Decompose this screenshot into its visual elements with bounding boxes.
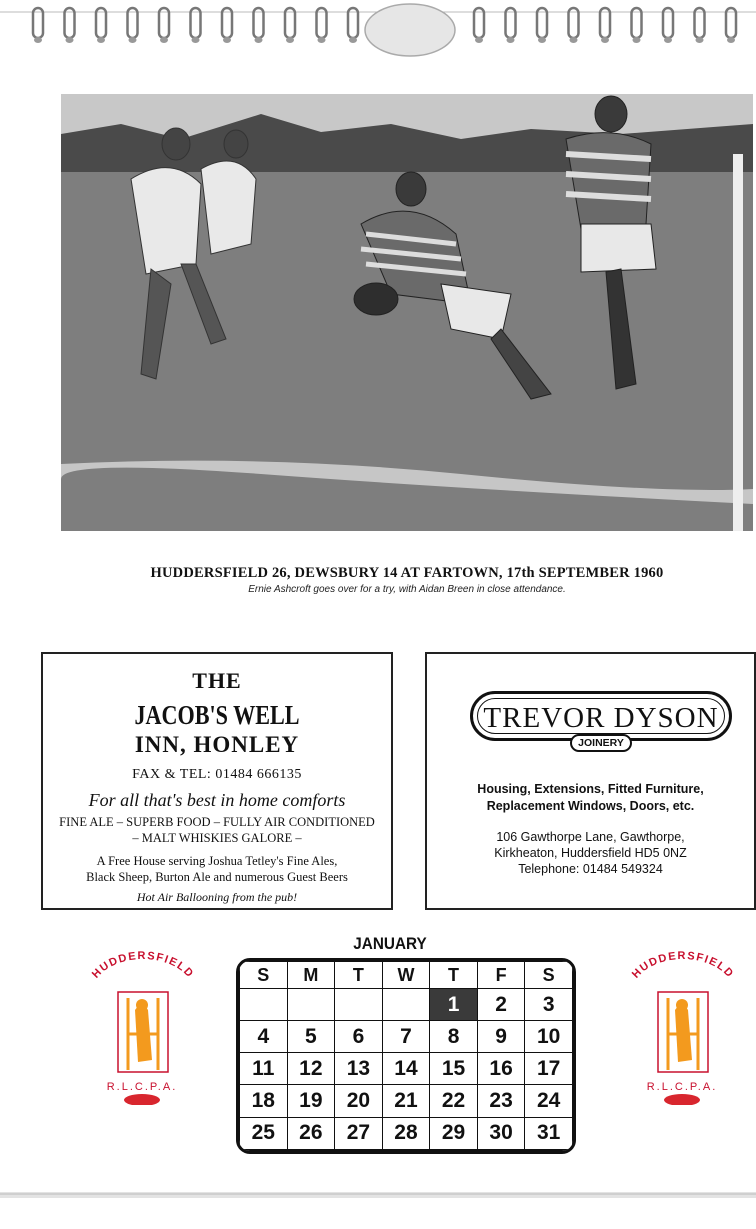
calendar-day-cell <box>525 1149 573 1150</box>
calendar-week-row <box>240 989 573 1021</box>
calendar-day-cell: 5 <box>287 1021 335 1053</box>
svg-text:HUDDERSFIELD <box>90 950 196 981</box>
binding-ring <box>474 8 484 43</box>
calendar-day-header: W <box>382 962 430 989</box>
binding-ring <box>285 8 295 43</box>
binding-ring <box>33 8 43 43</box>
huddersfield-rlcpa-badge-left <box>80 950 205 1105</box>
calendar-day-cell: 19 <box>287 1085 335 1117</box>
calendar-week-row <box>240 1053 573 1085</box>
calendar-day-cell: 30 <box>477 1117 525 1149</box>
calendar-day-header: S <box>240 962 288 989</box>
ad-services-1: Housing, Extensions, Fitted Furniture, <box>477 782 704 796</box>
calendar-day-header: S <box>525 962 573 989</box>
calendar-week-row <box>240 1021 573 1053</box>
binding-ring <box>506 8 516 43</box>
badge-bottom-text: R.L.C.P.A. <box>646 1081 718 1093</box>
calendar-day-cell <box>335 989 383 1021</box>
binding-ring <box>726 8 736 43</box>
calendar-day-cell: 29 <box>430 1117 478 1149</box>
calendar-day-cell: 18 <box>240 1085 288 1117</box>
ad-telephone: Telephone: 01484 549324 <box>518 862 663 876</box>
calendar-day-cell: 27 <box>335 1117 383 1149</box>
calendar-day-cell <box>240 1149 288 1150</box>
calendar-day-cell <box>287 989 335 1021</box>
calendar-day-cell: 2 <box>477 989 525 1021</box>
ad-tagline: For all that's best in home comforts <box>88 790 346 810</box>
calendar-day-header: M <box>287 962 335 989</box>
ad-pub-name: JACOB'S WELL <box>134 700 300 730</box>
huddersfield-rlcpa-badge-right <box>620 950 745 1105</box>
binding-ring <box>695 8 705 43</box>
calendar-week-row <box>240 1149 573 1150</box>
calendar-week-row <box>240 1117 573 1149</box>
ad-line-3: A Free House serving Joshua Tetley's Fine Ales, <box>96 854 338 868</box>
logo-name: TREVOR DYSON <box>483 702 719 734</box>
calendar-day-cell: 3 <box>525 989 573 1021</box>
binding-ring <box>569 8 579 43</box>
calendar-day-cell: 20 <box>335 1085 383 1117</box>
ad-line-4: Black Sheep, Burton Ale and numerous Guest Beers <box>86 870 348 884</box>
calendar-day-cell: 17 <box>525 1053 573 1085</box>
calendar-day-cell: 10 <box>525 1021 573 1053</box>
jacobs-well-advert <box>41 652 393 910</box>
calendar-day-cell <box>240 989 288 1021</box>
ad-the: THE <box>192 668 242 693</box>
calendar-day-cell: 4 <box>240 1021 288 1053</box>
page-bottom-edge <box>0 1192 756 1229</box>
calendar-day-cell: 21 <box>382 1085 430 1117</box>
binding-ring <box>222 8 232 43</box>
binding-ring <box>537 8 547 43</box>
binding-ring <box>632 8 642 43</box>
binding-ring <box>348 8 358 43</box>
calendar-day-cell: 6 <box>335 1021 383 1053</box>
calendar-grid <box>236 958 576 1154</box>
trevor-dyson-logo <box>470 691 732 741</box>
calendar-day-cell: 23 <box>477 1085 525 1117</box>
ad-line-1: FINE ALE – SUPERB FOOD – FULLY AIR CONDITIONED <box>59 815 375 829</box>
ad-address-2: Kirkheaton, Huddersfield HD5 0NZ <box>494 846 687 860</box>
rugby-photograph <box>61 94 753 531</box>
calendar-day-cell: 9 <box>477 1021 525 1053</box>
calendar-day-cell <box>477 1149 525 1150</box>
photo-caption-title: HUDDERSFIELD 26, DEWSBURY 14 AT FARTOWN, 17th SEPTEMBER 1960 <box>150 565 664 581</box>
ad-services-2: Replacement Windows, Doors, etc. <box>486 799 695 813</box>
photo-caption-subtitle: Ernie Ashcroft goes over for a try, with Aidan Breen in close attendance. <box>248 584 566 595</box>
calendar-day-cell <box>430 1149 478 1150</box>
binding-ring <box>600 8 610 43</box>
calendar-day-cell: 22 <box>430 1085 478 1117</box>
ad-line-5: Hot Air Ballooning from the pub! <box>136 890 298 904</box>
ad-address-1: 106 Gawthorpe Lane, Gawthorpe, <box>496 830 685 844</box>
calendar-day-cell: 15 <box>430 1053 478 1085</box>
calendar-day-cell: 31 <box>525 1117 573 1149</box>
calendar-day-cell: 24 <box>525 1085 573 1117</box>
logo-joinery-tag: JOINERY <box>570 734 632 752</box>
badge-top-text: HUDDERSFIELD <box>629 950 737 981</box>
badge-top-text: HUDDERSFIELD <box>89 950 197 981</box>
spiral-binding <box>0 0 756 60</box>
calendar-day-cell: 11 <box>240 1053 288 1085</box>
calendar-day-header: T <box>335 962 383 989</box>
calendar-day-cell <box>335 1149 383 1150</box>
binding-ring <box>65 8 75 43</box>
calendar-day-cell: 25 <box>240 1117 288 1149</box>
ad-pub-location: INN, HONLEY <box>134 732 300 757</box>
binding-ring <box>317 8 327 43</box>
calendar-day-cell <box>382 989 430 1021</box>
trevor-dyson-advert <box>425 652 756 910</box>
calendar-month: JANUARY <box>353 934 427 953</box>
binding-ring <box>96 8 106 43</box>
calendar-day-cell <box>287 1149 335 1150</box>
binding-ring <box>191 8 201 43</box>
ad-fax-tel: FAX & TEL: 01484 666135 <box>132 767 302 782</box>
calendar-day-cell: 7 <box>382 1021 430 1053</box>
calendar-day-header: F <box>477 962 525 989</box>
binding-ring <box>254 8 264 43</box>
calendar-day-cell: 14 <box>382 1053 430 1085</box>
calendar-day-header: T <box>430 962 478 989</box>
calendar-day-cell: 12 <box>287 1053 335 1085</box>
svg-text:HUDDERSFIELD <box>630 950 736 981</box>
binding-ring <box>663 8 673 43</box>
binding-ring <box>128 8 138 43</box>
ad-line-2: – MALT WHISKIES GALORE – <box>132 831 302 845</box>
calendar-week-row <box>240 1085 573 1117</box>
calendar-day-cell: 26 <box>287 1117 335 1149</box>
calendar-day-cell: 16 <box>477 1053 525 1085</box>
calendar-day-cell: 8 <box>430 1021 478 1053</box>
calendar-day-cell: 1 <box>430 989 478 1021</box>
calendar-day-cell: 13 <box>335 1053 383 1085</box>
binding-ring <box>159 8 169 43</box>
badge-bottom-text: R.L.C.P.A. <box>106 1081 178 1093</box>
calendar-day-cell <box>382 1149 430 1150</box>
calendar-day-cell: 28 <box>382 1117 430 1149</box>
